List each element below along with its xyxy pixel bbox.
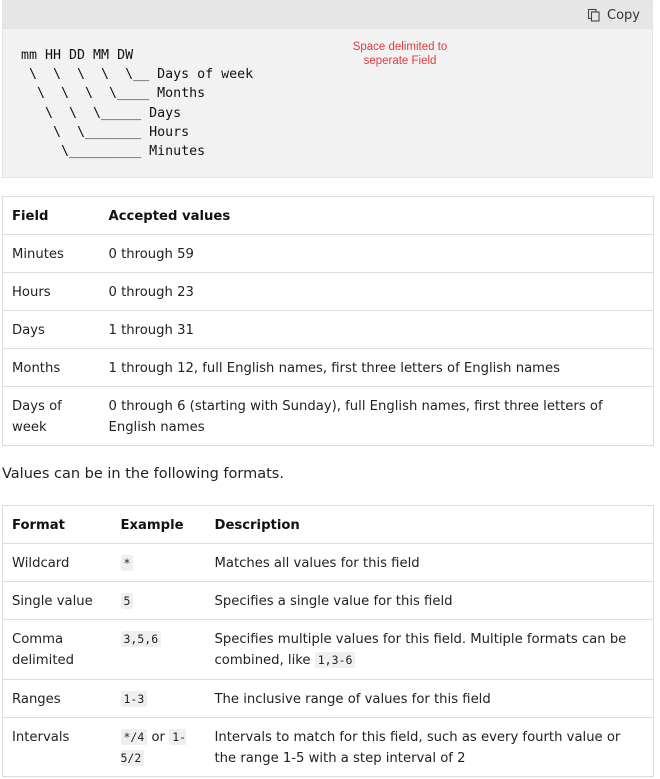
example-joiner: or bbox=[151, 730, 165, 745]
format-name: Ranges bbox=[3, 680, 112, 718]
example-code: */4 bbox=[121, 729, 148, 745]
table-row bbox=[3, 544, 654, 582]
formats-table bbox=[2, 505, 654, 777]
column-header: Format bbox=[3, 506, 112, 544]
table-header-row bbox=[3, 197, 654, 235]
field-name: Months bbox=[3, 349, 100, 387]
format-example bbox=[112, 582, 206, 620]
table-row bbox=[3, 387, 654, 446]
table-row bbox=[3, 718, 654, 777]
description-text: Specifies multiple values for this field. Multiple formats can be combined, like bbox=[214, 632, 627, 668]
annotation-line: seperate Field bbox=[363, 55, 437, 67]
format-description: The inclusive range of values for this field bbox=[206, 680, 654, 718]
code-block bbox=[2, 0, 653, 178]
table-row bbox=[3, 311, 654, 349]
format-name: Single value bbox=[3, 582, 112, 620]
format-example bbox=[112, 680, 206, 718]
code-line: \ \ \ \____ Months bbox=[21, 86, 206, 102]
column-header: Field bbox=[3, 197, 100, 235]
accepted-values: 0 through 6 (starting with Sunday), full English names, first three letters of English names bbox=[100, 387, 654, 446]
code-block-header bbox=[3, 1, 652, 29]
column-header: Description bbox=[206, 506, 654, 544]
table-row bbox=[3, 582, 654, 620]
format-example bbox=[112, 620, 206, 680]
code-line: \ \ \_____ Days bbox=[21, 105, 182, 121]
table-row bbox=[3, 235, 654, 273]
copy-label: Copy bbox=[607, 7, 640, 23]
code-line: \ \ \ \ \__ Days of week bbox=[21, 67, 254, 83]
format-name: Wildcard bbox=[3, 544, 112, 582]
formats-intro: Values can be in the following formats. bbox=[2, 466, 284, 482]
accepted-values: 1 through 31 bbox=[100, 311, 654, 349]
format-name: Comma delimited bbox=[3, 620, 112, 680]
example-code: 1-5/2 bbox=[120, 730, 187, 765]
copy-icon bbox=[587, 8, 601, 22]
column-header: Accepted values bbox=[100, 197, 654, 235]
format-description: Intervals to match for this field, such as every fourth value or the range 1-5 with a step interval of 2 bbox=[206, 718, 654, 777]
example-code: 1-3 bbox=[121, 691, 148, 707]
field-name: Days of week bbox=[3, 387, 100, 446]
table-row bbox=[3, 273, 654, 311]
format-description: Specifies a single value for this field bbox=[206, 582, 654, 620]
table-row bbox=[3, 680, 654, 718]
field-name: Days bbox=[3, 311, 100, 349]
table-row bbox=[3, 349, 654, 387]
table-header-row bbox=[3, 506, 654, 544]
table-row bbox=[3, 620, 654, 680]
example-code: 5 bbox=[121, 593, 134, 609]
accepted-values: 0 through 59 bbox=[100, 235, 654, 273]
format-example bbox=[112, 544, 206, 582]
cron-syntax-code bbox=[21, 46, 253, 161]
format-example bbox=[112, 718, 206, 777]
example-code: 3,5,6 bbox=[121, 631, 162, 647]
format-name: Intervals bbox=[3, 718, 112, 777]
code-annotation bbox=[333, 40, 467, 68]
code-line: mm HH DD MM DW bbox=[21, 48, 134, 63]
annotation-line: Space delimited to bbox=[352, 41, 448, 53]
accepted-values: 0 through 23 bbox=[100, 273, 654, 311]
format-description: Matches all values for this field bbox=[206, 544, 654, 582]
copy-button[interactable] bbox=[587, 6, 640, 24]
fields-table bbox=[2, 196, 654, 446]
example-code: * bbox=[121, 555, 134, 571]
code-line: \_________ Minutes bbox=[21, 144, 206, 160]
field-name: Hours bbox=[3, 273, 100, 311]
code-line: \ \_______ Hours bbox=[21, 124, 190, 140]
description-code: 1,3-6 bbox=[315, 652, 356, 668]
accepted-values: 1 through 12, full English names, first three letters of English names bbox=[100, 349, 654, 387]
column-header: Example bbox=[112, 506, 206, 544]
format-description bbox=[206, 620, 654, 680]
field-name: Minutes bbox=[3, 235, 100, 273]
